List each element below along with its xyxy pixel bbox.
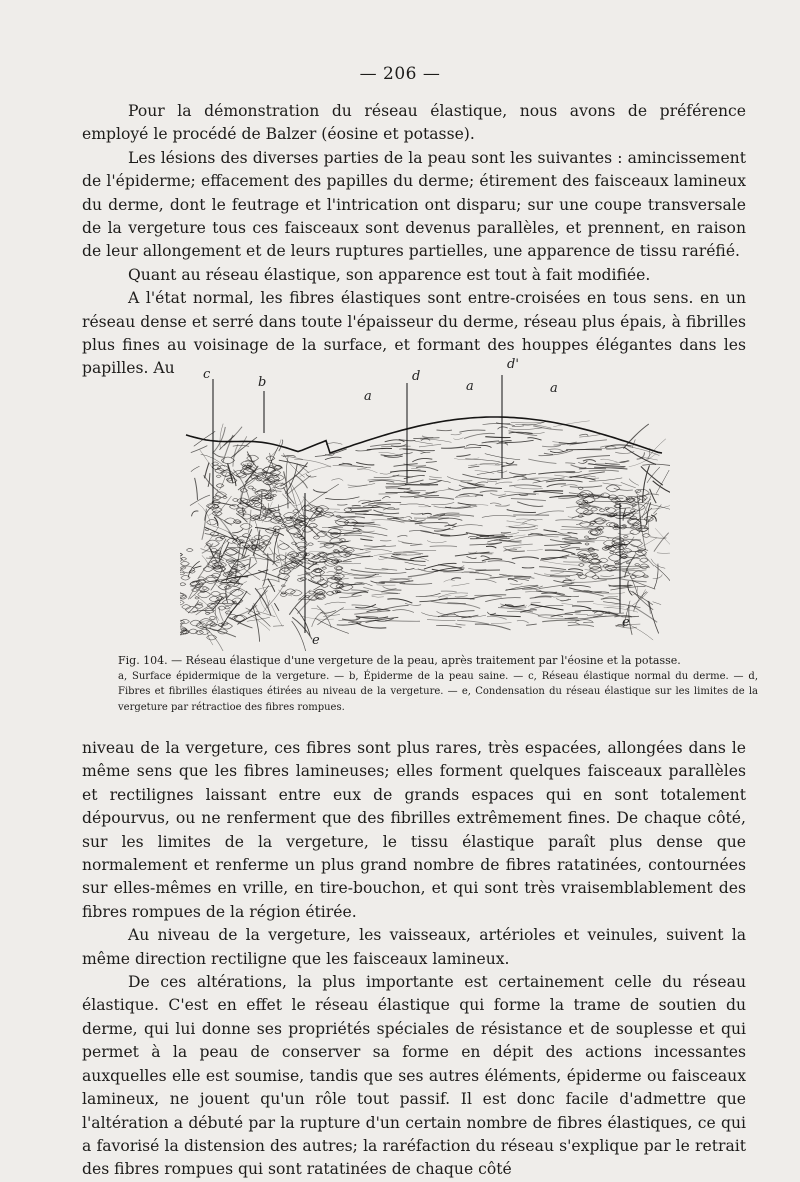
figure-104-illustration [180,353,670,651]
paragraph: niveau de la vergeture, ces fibres sont plus rares, très espacées, allongées dans le même sens que les fibres lamineuses; elles forment quelques faisceaux parallèles et rectilignes laissant entre eux de grands espaces qui en sont totalement dépourvus, ou ne renferment que des fibrilles extrêmement fines. De chaque côté, sur les limites de la vergeture, le tissu élastique paraît plus dense que normalement et renferme un plus grand nombre de fibres ratatinées, contournées sur elles-mêmes en vrille, en tire-bouchon, et qui sont très vraisemblablement des fibres rompues de la région étirée. [82,739,746,921]
paragraph: Les lésions des diverses parties de la peau sont les suivantes : amincissement de l'épiderme; effacement des papilles du derme; étirement des faisceaux lamineux du derme, dont le feutrage et l'intrication ont disparu; sur une coupe transversale de la vergeture tous ces faisceaux sont devenus parallèles, et prennent, en raison de leur allongement et de leurs ruptures partielles, une apparence de tissu raréfié. [82,148,746,261]
figure-label-d: d [412,369,421,384]
paragraph: De ces altérations, la plus importante est certainement celle du réseau élastique. C'est en effet le réseau élastique qui forme la trame de soutien du derme, qui lui donne ses propriétés spéciales de résistance et de souplesse et qui permet à la peau de conserver sa forme en dépit des actions incessantes auxquelles elle est soumise, tandis que ses autres éléments, épiderme ou faisceaux lamineux, ne jouent qu'un rôle tout passif. Il est donc facile d'admettre que l'altération a débuté par la rupture d'un certain nombre de fibres élastiques, ce qui a favorisé la distension des autres; la raréfaction du réseau s'explique par le retrait des fibres rompues qui sont ratatinées de chaque côté [82,973,746,1179]
figure-label-a: a [364,389,372,404]
caption-title: Fig. 104. — Réseau élastique d'une vergeture de la peau, après traitement par l'éosine et la potasse. [118,654,681,667]
caption-legend: a, Surface épidermique de la vergeture. — b, Épiderme de la peau saine. — c, Réseau élastique normal du derme. — d, Fibres et fibrilles élastiques étirées au niveau de la vergeture. — e, Condensation du réseau élastique sur les limites de la vergeture par rétractioe des fibres rompues. [118,670,758,713]
figure-label-b: b [258,375,267,390]
figure-label-a: a [550,381,558,396]
bottom-text-block [82,737,746,1182]
top-text-block [82,100,746,381]
paragraph: Pour la démonstration du réseau élastique, nous avons de préférence employé le procédé de Balzer (éosine et potasse). [82,102,746,144]
paragraph: A l'état normal, les fibres élastiques sont entre-croisées en tous sens. en un réseau dense et serré dans toute l'épaisseur du derme, réseau plus épais, à fibrilles plus fines au voisinage de la surface, et formant des houppes élégantes dans les papilles. Au [82,289,746,378]
figure-label-e: e [622,615,630,630]
figure-caption [118,653,758,715]
page-number: — 206 — [359,64,441,84]
figure-label-c: c [203,367,211,382]
figure-label-e: e [312,633,320,648]
figure-label-d-prime: d' [507,357,519,372]
figure-label-a: a [466,379,474,394]
paragraph: Au niveau de la vergeture, les vaisseaux, artérioles et veinules, suivent la même direction rectiligne que les faisceaux lamineux. [82,926,746,968]
histology-engraving [180,353,670,651]
paragraph: Quant au réseau élastique, son apparence est tout à fait modifiée. [128,265,651,284]
